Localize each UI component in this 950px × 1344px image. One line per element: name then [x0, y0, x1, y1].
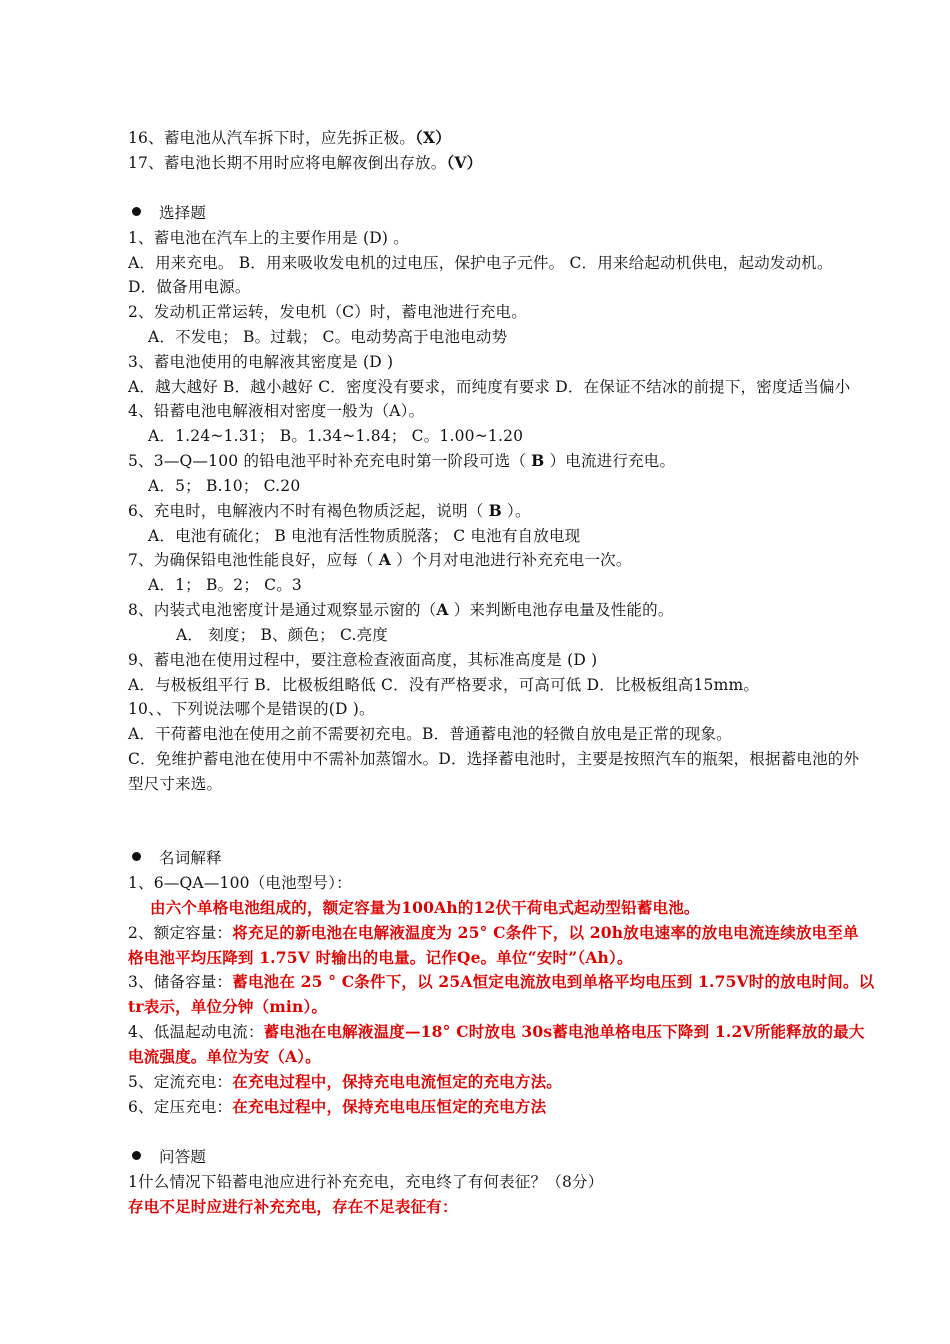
section-choice-heading: 选择题 [128, 203, 206, 223]
term-4: 4、低温起动电流：蓄电池在电解液温度—18° C时放电 30s蓄电池单格电压下降到 1.2V所能释放的最大 [128, 1022, 865, 1041]
choice-q1-options-2: D．做备用电源。 [128, 278, 251, 296]
choice-q1: 1、蓄电池在汽车上的主要作用是 (D) 。 [128, 229, 409, 247]
choice-q2: 2、发动机正常运转，发电机（C）时，蓄电池进行充电。 [128, 303, 527, 321]
judge-q16: 16、蓄电池从汽车拆下时，应先拆正极。（X） [128, 128, 451, 147]
choice-q4-options: A．1.24~1.31； B。1.34~1.84； C。1.00~1.20 [148, 427, 524, 445]
term-1: 1、6—QA—100（电池型号）： [128, 874, 352, 892]
choice-q10-options-1: A．干荷蓄电池在使用之前不需要初充电。B．普通蓄电池的轻微自放电是正常的现象。 [128, 725, 732, 743]
choice-q5-options: A．5； B.10； C.20 [148, 477, 301, 495]
choice-q9-options: A．与极板组平行 B．比极板组略低 C．没有严格要求，可高可低 D．比极板组高15mm。 [128, 676, 760, 694]
term-4-answer-2: 电流强度。单位为安（A）。 [128, 1047, 321, 1066]
choice-q8-options: A． 刻度； B、颜色； C.亮度 [176, 626, 388, 644]
choice-q7-options: A．1； B。2； C。3 [148, 576, 302, 594]
term-2: 2、额定容量：将充足的新电池在电解液温度为 25° C条件下，以 20h放电速率的放电电流连续放电至单 [128, 923, 859, 942]
term-5: 5、定流充电：在充电过程中，保持充电电流恒定的充电方法。 [128, 1072, 562, 1091]
term-3-answer-2: tr表示，单位分钟（min）。 [128, 997, 328, 1016]
choice-q1-options: A．用来充电。 B．用来吸收发电机的过电压，保护电子元件。 C．用来给起动机供电，起动发动机。 [128, 254, 833, 272]
term-3: 3、储备容量：蓄电池在 25 ° C条件下，以 25A恒定电流放电到单格平均电压到 1.75V时的放电时间。以 [128, 972, 875, 991]
qa-q1: 1什么情况下铅蓄电池应进行补充充电，充电终了有何表征？（8分） [128, 1173, 604, 1191]
choice-q2-options: A．不发电； B。过载； C。电动势高于电池电动势 [148, 328, 508, 346]
section-qa-heading: 问答题 [128, 1147, 206, 1167]
bullet-icon [132, 1151, 141, 1160]
choice-q6: 6、充电时，电解液内不时有褐色物质泛起，说明（ B ）。 [128, 501, 531, 520]
choice-q5: 5、3—Q—100 的铅电池平时补充充电时第一阶段可选（ B ）电流进行充电。 [128, 451, 676, 470]
choice-q3-options: A．越大越好 B．越小越好 C．密度没有要求，而纯度有要求 D．在保证不结冰的前提下，密度适当偏小 [128, 378, 851, 396]
choice-q10: 10、、下列说法哪个是错误的(D )。 [128, 700, 375, 718]
choice-q4: 4、铅蓄电池电解液相对密度一般为（A）。 [128, 402, 425, 420]
choice-q7: 7、为确保铅电池性能良好，应每（ A ）个月对电池进行补充充电一次。 [128, 550, 632, 569]
choice-q10-options-2: C．免维护蓄电池在使用中不需补加蒸馏水。D．选择蓄电池时，主要是按照汽车的瓶架，根据蓄电池的外 [128, 750, 860, 768]
choice-q10-options-3: 型尺寸来选。 [128, 775, 223, 793]
qa-q1-answer: 存电不足时应进行补充充电，存在不足表征有： [128, 1197, 458, 1216]
term-6: 6、定压充电：在充电过程中，保持充电电压恒定的充电方法 [128, 1097, 547, 1116]
choice-q8: 8、内装式电池密度计是通过观察显示窗的（A ）来判断电池存电量及性能的。 [128, 600, 674, 619]
section-terms-heading: 名词解释 [128, 848, 222, 868]
choice-q6-options: A．电池有硫化； B 电池有活性物质脱落； C 电池有自放电现 [148, 527, 581, 545]
term-1-answer: 由六个单格电池组成的，额定容量为100Ah的12伏干荷电式起动型铅蓄电池。 [150, 898, 700, 917]
judge-q17: 17、蓄电池长期不用时应将电解夜倒出存放。（V） [128, 153, 483, 172]
bullet-icon [132, 207, 141, 216]
choice-q3: 3、蓄电池使用的电解液其密度是 (D ) [128, 353, 394, 371]
term-2-answer-2: 格电池平均压降到 1.75V 时输出的电量。记作Qe。单位“安时”（Ah）。 [128, 948, 633, 967]
bullet-icon [132, 852, 141, 861]
choice-q9: 9、蓄电池在使用过程中，要注意检查液面高度，其标准高度是 (D ) [128, 651, 598, 669]
